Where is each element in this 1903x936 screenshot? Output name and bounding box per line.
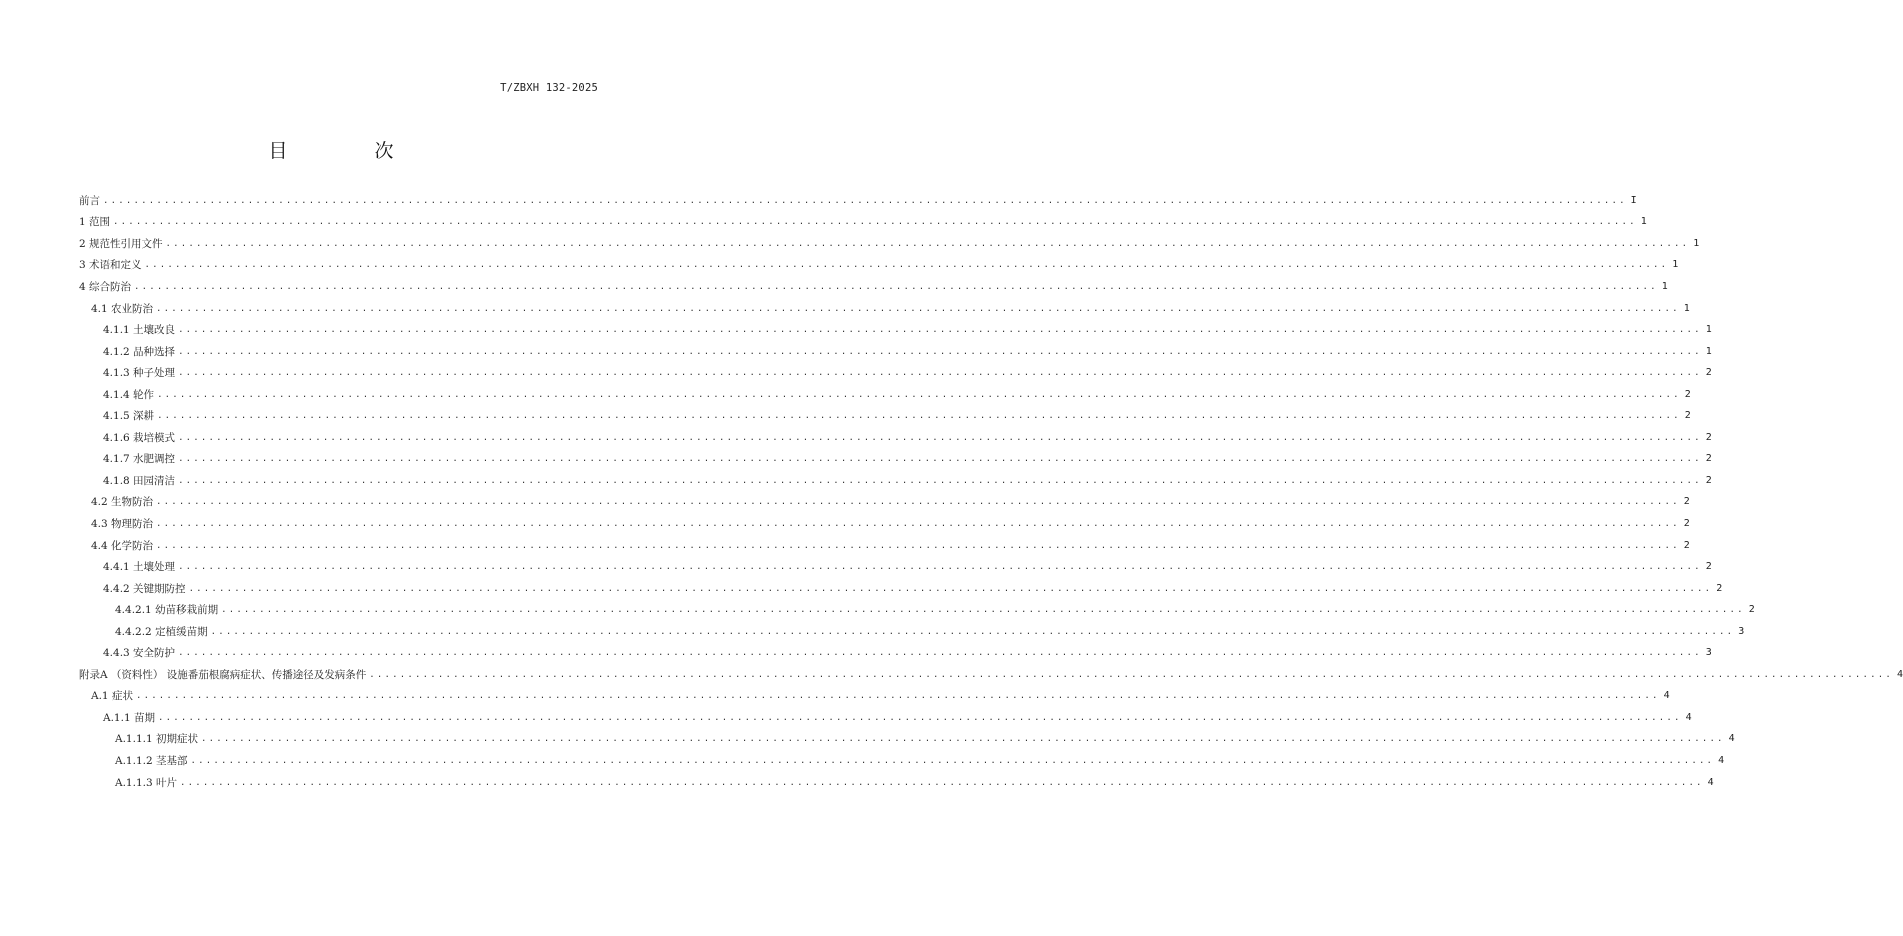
toc-leader-dots: ........................................................................................................................................................................................................ [190,755,1715,766]
toc-entry-page-number: 2 [1684,388,1691,400]
toc-entry-label: 4.1.4 轮作 [103,388,155,401]
toc-entry-label: 4.1 农业防治 [91,302,154,315]
toc-entry-page-number: 2 [1716,582,1723,594]
toc-leader-dots: ........................................................................................................................................................................................................ [178,454,1702,465]
toc-entry-label: 2 规范性引用文件 [79,237,163,250]
toc-entry[interactable] [79,298,1690,320]
table-of-contents [79,190,1903,793]
toc-entry-page-number: 2 [1684,410,1691,422]
toc-leader-dots: ........................................................................................................................................................................................................ [157,712,1682,723]
toc-entry[interactable] [79,556,1712,578]
toc-entry[interactable] [79,621,1745,643]
toc-leader-dots: ........................................................................................................................................................................................................ [200,734,1725,745]
toc-entry-page-number: 1 [1693,237,1700,249]
toc-leader-dots: ........................................................................................................................................................................................................ [103,195,1627,206]
toc-entry-page-number: 2 [1705,453,1712,465]
toc-entry-page-number: 2 [1705,431,1712,443]
toc-leader-dots: ........................................................................................................................................................................................................ [135,691,1660,702]
toc-entry[interactable] [79,599,1755,621]
toc-entry[interactable] [79,319,1712,341]
toc-entry-page-number: 4 [1896,668,1903,680]
toc-leader-dots: ........................................................................................................................................................................................................ [369,669,1893,680]
toc-entry[interactable] [79,384,1691,406]
toc-entry[interactable] [79,405,1691,427]
toc-entry-page-number: 4 [1685,711,1692,723]
toc-entry-page-number: 1 [1672,259,1679,271]
toc-leader-dots: ........................................................................................................................................................................................................ [178,432,1702,443]
toc-entry-label: 4 综合防治 [79,280,132,293]
toc-entry-page-number: 2 [1683,517,1690,529]
toc-entry-label: 4.1.1 土壤改良 [103,324,176,337]
toc-entry-label: A.1.1.1 初期症状 [115,733,198,746]
toc-entry-page-number: 2 [1705,561,1712,573]
toc-entry-label: 4.1.7 水肥调控 [103,453,176,466]
toc-entry-page-number: 1 [1705,324,1712,336]
toc-leader-dots: ........................................................................................................................................................................................................ [210,626,1735,637]
toc-entry-label: A.1 症状 [91,690,133,703]
toc-entry-page-number: 4 [1707,776,1714,788]
toc-entry[interactable] [79,772,1714,794]
toc-leader-dots: ........................................................................................................................................................................................................ [157,411,1681,422]
toc-entry-label: 4.4.2.1 幼苗移栽前期 [115,604,219,617]
toc-entry-page-number: 1 [1640,216,1647,228]
toc-entry-label: 4.1.2 品种选择 [103,345,176,358]
toc-leader-dots: ........................................................................................................................................................................................................ [178,346,1702,357]
toc-entry-page-number: 2 [1705,367,1712,379]
toc-entry-label: 前言 [79,194,100,207]
toc-leader-dots: ........................................................................................................................................................................................................ [134,281,1658,292]
document-number: T/ZBXH 132-2025 [500,82,598,94]
toc-leader-dots: ........................................................................................................................................................................................................ [113,217,1637,228]
toc-entry-label: 附录A （资料性） 设施番茄根腐病症状、传播途径及发病条件 [79,668,367,681]
toc-entry-label: 4.4 化学防治 [91,539,154,552]
toc-entry[interactable] [79,664,1903,686]
toc-entry-page-number: 4 [1718,754,1725,766]
toc-entry[interactable] [79,233,1700,255]
toc-leader-dots: ........................................................................................................................................................................................................ [178,325,1702,336]
toc-entry[interactable] [79,578,1723,600]
toc-leader-dots: ........................................................................................................................................................................................................ [144,260,1669,271]
toc-leader-dots: ........................................................................................................................................................................................................ [178,475,1702,486]
toc-entry[interactable] [79,707,1692,729]
toc-entry-page-number: 2 [1683,539,1690,551]
toc-entry-label: 3 术语和定义 [79,259,142,272]
toc-leader-dots: ........................................................................................................................................................................................................ [178,562,1702,573]
toc-entry-label: 4.4.2 关键期防控 [103,582,186,595]
toc-entry[interactable] [79,470,1712,492]
toc-leader-dots: ........................................................................................................................................................................................................ [156,303,1680,314]
toc-entry-label: A.1.1.3 叶片 [115,776,177,789]
toc-leader-dots: ........................................................................................................................................................................................................ [156,497,1680,508]
page-title: 目 次 [268,140,428,162]
toc-entry-page-number: 2 [1683,496,1690,508]
toc-entry-label: A.1.1.2 茎基部 [115,754,188,767]
toc-leader-dots: ........................................................................................................................................................................................................ [179,777,1704,788]
toc-entry[interactable] [79,686,1670,708]
toc-leader-dots: ........................................................................................................................................................................................................ [178,368,1702,379]
toc-leader-dots: ........................................................................................................................................................................................................ [221,605,1745,616]
toc-entry-label: 4.4.3 安全防护 [103,647,176,660]
toc-entry-label: 1 范围 [79,216,111,229]
toc-entry[interactable] [79,362,1712,384]
toc-entry-label: 4.3 物理防治 [91,517,154,530]
toc-leader-dots: ........................................................................................................................................................................................................ [178,648,1702,659]
toc-leader-dots: ........................................................................................................................................................................................................ [156,540,1680,551]
toc-entry-label: 4.1.5 深耕 [103,410,155,423]
toc-leader-dots: ........................................................................................................................................................................................................ [188,583,1713,594]
toc-leader-dots: ........................................................................................................................................................................................................ [165,238,1690,249]
toc-entry-page-number: 3 [1738,625,1745,637]
toc-leader-dots: ........................................................................................................................................................................................................ [157,389,1681,400]
toc-entry-page-number: 2 [1748,604,1755,616]
toc-entry[interactable] [79,513,1690,535]
toc-entry[interactable] [79,750,1725,772]
toc-entry-page-number: I [1630,194,1637,206]
toc-entry-page-number: 1 [1683,302,1690,314]
toc-entry[interactable] [79,449,1712,471]
toc-entry[interactable] [79,341,1712,363]
toc-entry[interactable] [79,492,1690,514]
toc-entry[interactable] [79,212,1647,234]
toc-entry-label: 4.1.6 栽培模式 [103,431,176,444]
toc-entry-page-number: 1 [1661,280,1668,292]
toc-entry[interactable] [79,190,1637,212]
toc-entry-page-number: 4 [1728,733,1735,745]
toc-entry-label: 4.4.2.2 定植缓苗期 [115,625,208,638]
toc-entry-page-number: 1 [1705,345,1712,357]
toc-entry[interactable] [79,535,1690,557]
toc-entry-page-number: 3 [1705,647,1712,659]
toc-leader-dots: ........................................................................................................................................................................................................ [156,518,1680,529]
toc-entry[interactable] [79,729,1735,751]
toc-entry[interactable] [79,427,1712,449]
toc-entry[interactable] [79,255,1679,277]
toc-entry-label: 4.4.1 土壤处理 [103,561,176,574]
toc-entry-page-number: 2 [1705,474,1712,486]
toc-entry-page-number: 4 [1663,690,1670,702]
toc-entry-label: 4.1.8 田园清洁 [103,474,176,487]
toc-entry-label: 4.1.3 种子处理 [103,367,176,380]
toc-entry-label: 4.2 生物防治 [91,496,154,509]
toc-entry[interactable] [79,642,1712,664]
toc-entry-label: A.1.1 苗期 [103,711,155,724]
toc-entry[interactable] [79,276,1668,298]
